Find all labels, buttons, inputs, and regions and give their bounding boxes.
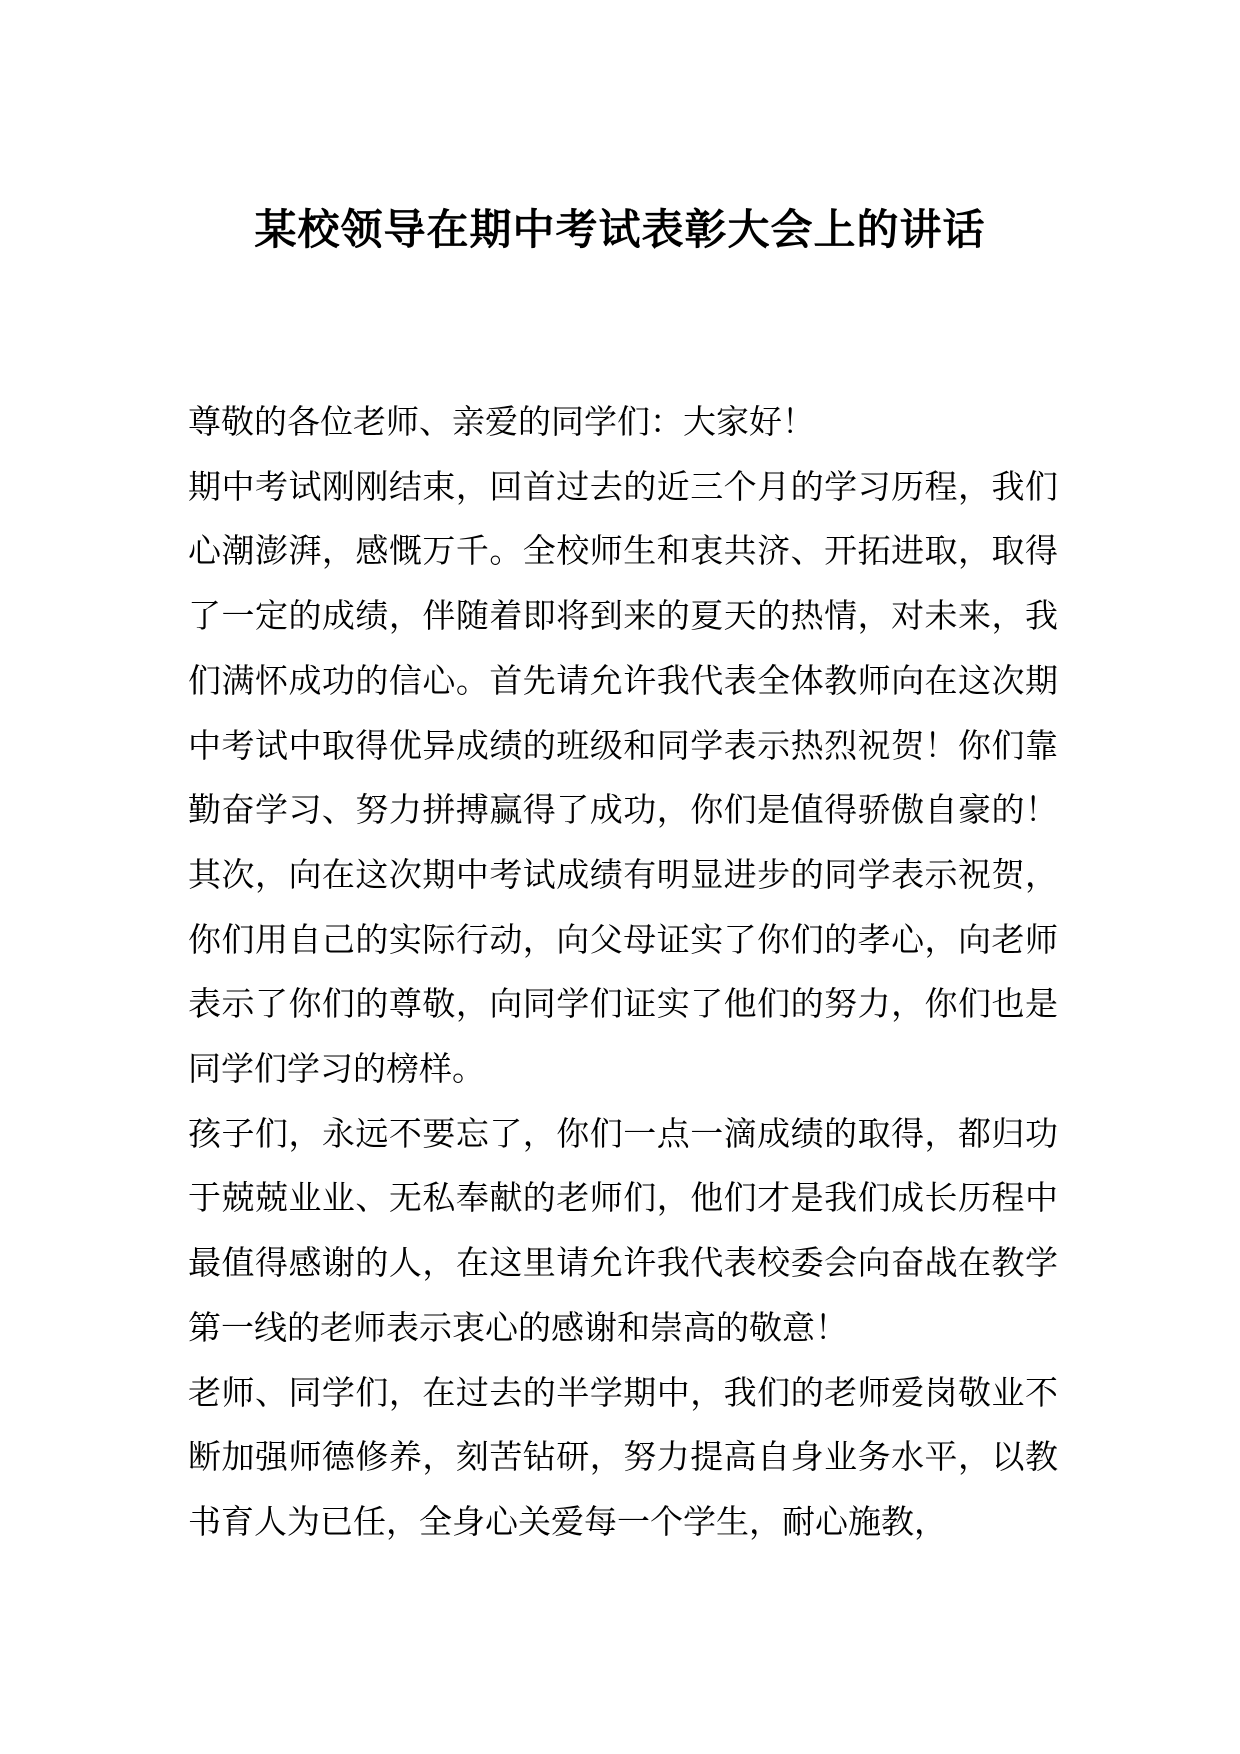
document-body [188,390,1058,1555]
paragraph-1: 期中考试刚刚结束，回首过去的近三个月的学习历程，我们心潮澎湃，感慨万千。全校师生和衷共济、开拓进取，取得了一定的成绩，伴随着即将到来的夏天的热情，对未来，我们满怀成功的信心。首先请允许我代表全体教师向在这次期中考试中取得优异成绩的班级和同学表示热烈祝贺！你们靠勤奋学习、努力拼搏赢得了成功，你们是值得骄傲自豪的！其次，向在这次期中考试成绩有明显进步的同学表示祝贺，你们用自己的实际行动，向父母证实了你们的孝心，向老师表示了你们的尊敬，向同学们证实了他们的努力，你们也是同学们学习的榜样。 [188,466,1058,1089]
paragraph-3: 老师、同学们，在过去的半学期中，我们的老师爱岗敬业不断加强师德修养，刻苦钻研，努力提高自身业务水平，以教书育人为已任，全身心关爱每一个学生，耐心施教， [188,1372,1058,1541]
paragraph-2: 孩子们，永远不要忘了，你们一点一滴成绩的取得，都归功于兢兢业业、无私奉献的老师们，他们才是我们成长历程中最值得感谢的人，在这里请允许我代表校委会向奋战在教学第一线的老师表示衷心的感谢和崇高的敬意！ [188,1113,1058,1347]
paragraph-greeting: 尊敬的各位老师、亲爱的同学们：大家好！ [188,402,815,441]
document-title: 某校领导在期中考试表彰大会上的讲话 [254,205,986,254]
